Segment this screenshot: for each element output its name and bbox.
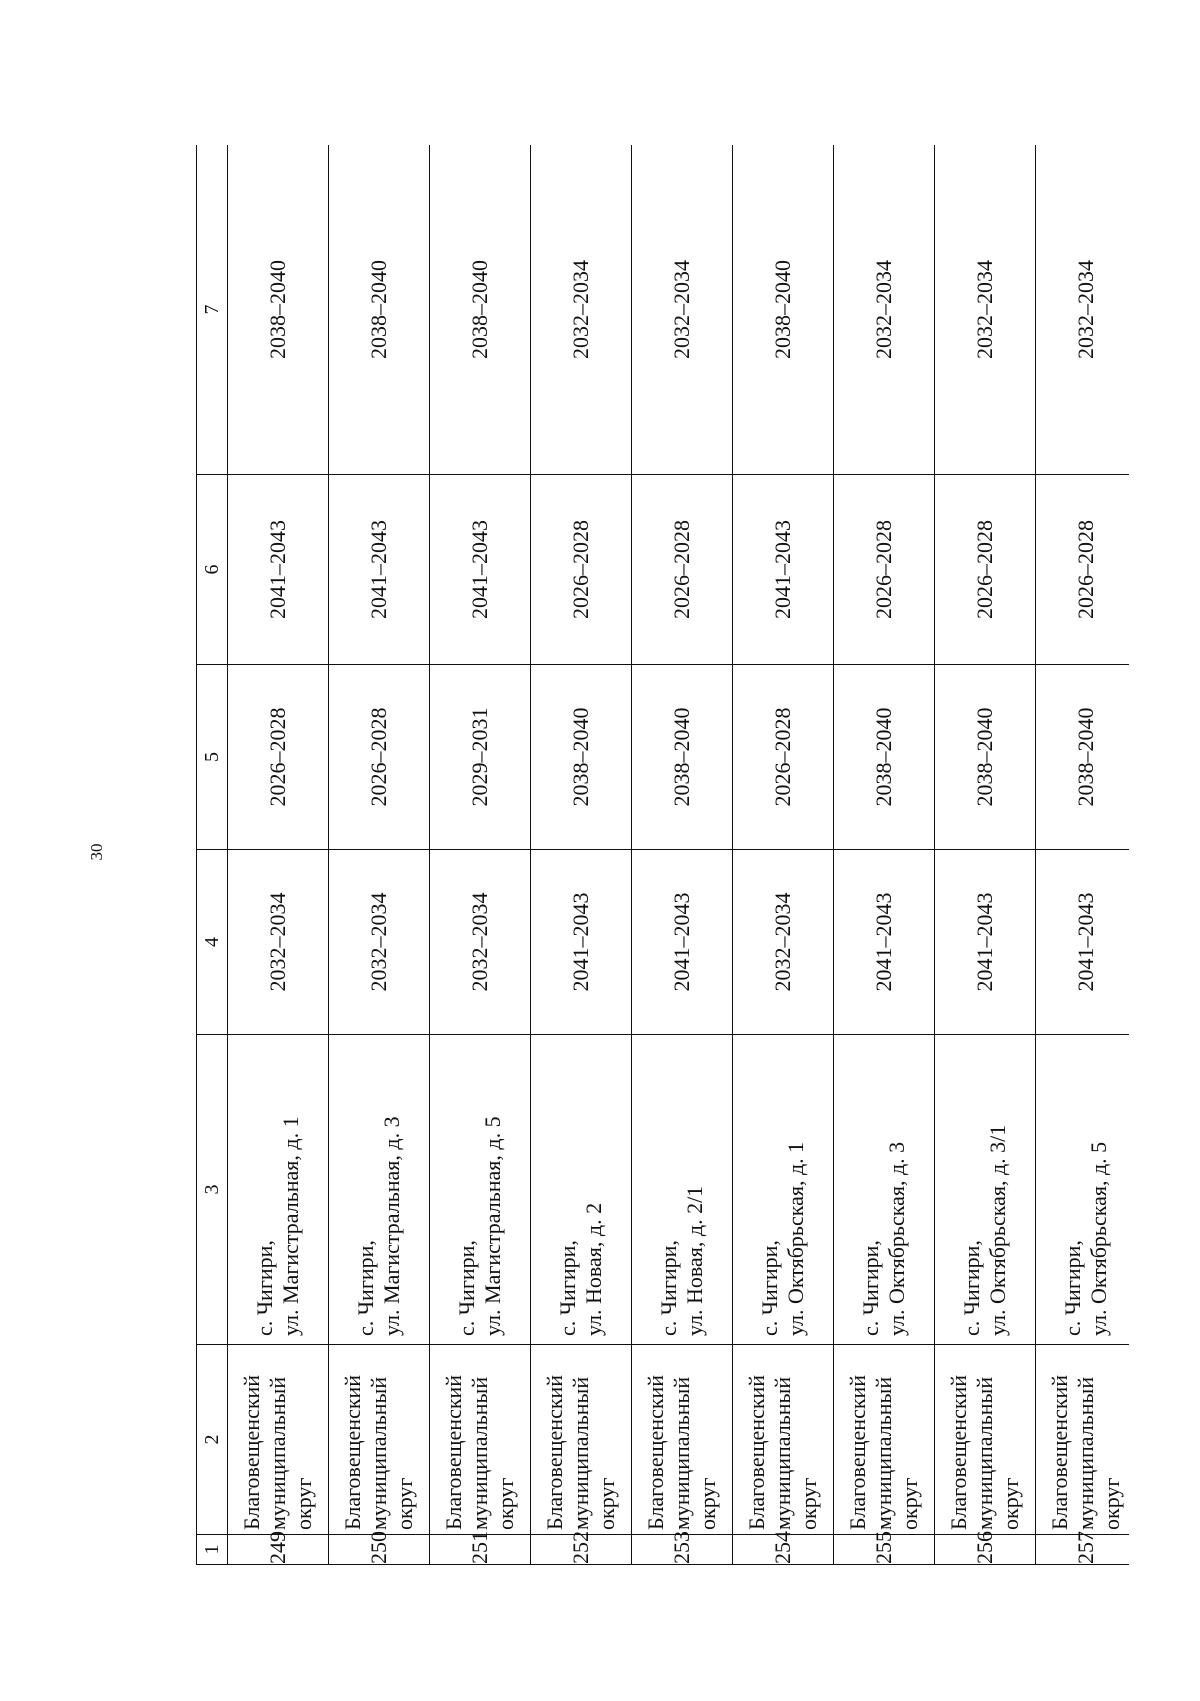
district-line: Благовещенский <box>1047 1374 1072 1530</box>
period-col-6: 2026–2028 <box>531 475 632 665</box>
period-col-7: 2038–2040 <box>329 145 430 475</box>
address-line: ул. Магистральная, д. 1 <box>278 1116 303 1336</box>
period-col-5: 2026–2028 <box>329 665 430 850</box>
district-line: Благовещенский <box>542 1374 567 1530</box>
address-line: с. Чигири, <box>454 1240 479 1336</box>
row-number: 253 <box>632 1535 733 1565</box>
address-line: ул. Новая, д. 2/1 <box>682 1185 707 1336</box>
district-line: муниципальный <box>871 1376 896 1530</box>
district-line: муниципальный <box>467 1376 492 1530</box>
district-cell <box>632 1345 733 1535</box>
district-cell <box>329 1345 430 1535</box>
address-line: ул. Октябрьская, д. 5 <box>1086 1141 1111 1336</box>
district-line: округ <box>291 1477 316 1530</box>
period-col-7: 2032–2034 <box>632 145 733 475</box>
table-row <box>329 145 430 1565</box>
district-line: муниципальный <box>1073 1376 1098 1530</box>
row-number: 252 <box>531 1535 632 1565</box>
district-line: округ <box>796 1477 821 1530</box>
table-row <box>733 145 834 1565</box>
district-line: округ <box>594 1477 619 1530</box>
rotated-table-frame <box>196 145 1129 1565</box>
period-col-7: 2032–2034 <box>531 145 632 475</box>
period-col-5: 2038–2040 <box>531 665 632 850</box>
schedule-table <box>196 145 1129 1565</box>
address-cell <box>935 1035 1036 1345</box>
district-line: муниципальный <box>366 1376 391 1530</box>
rotated-table-content <box>196 145 1129 1565</box>
address-cell <box>329 1035 430 1345</box>
district-cell <box>228 1345 329 1535</box>
district-line: округ <box>695 1477 720 1530</box>
period-col-5: 2038–2040 <box>834 665 935 850</box>
address-line: с. Чигири, <box>858 1240 883 1336</box>
page-number: 30 <box>87 843 106 861</box>
header-cell-4: 4 <box>197 850 228 1035</box>
address-line: с. Чигири, <box>555 1240 580 1336</box>
period-col-5: 2038–2040 <box>632 665 733 850</box>
period-col-7: 2032–2034 <box>935 145 1036 475</box>
address-cell <box>430 1035 531 1345</box>
district-line: Благовещенский <box>744 1374 769 1530</box>
district-cell <box>531 1345 632 1535</box>
address-cell <box>733 1035 834 1345</box>
period-col-7: 2038–2040 <box>228 145 329 475</box>
period-col-5: 2026–2028 <box>228 665 329 850</box>
district-line: муниципальный <box>568 1376 593 1530</box>
address-line: с. Чигири, <box>757 1240 782 1336</box>
address-line: ул. Магистральная, д. 5 <box>480 1116 505 1336</box>
district-line: округ <box>392 1477 417 1530</box>
table-row <box>935 145 1036 1565</box>
district-line: Благовещенский <box>845 1374 870 1530</box>
period-col-4: 2041–2043 <box>1036 850 1130 1035</box>
period-col-4: 2041–2043 <box>834 850 935 1035</box>
table-row <box>834 145 935 1565</box>
header-cell-6: 6 <box>197 475 228 665</box>
table-row <box>1036 145 1130 1565</box>
row-number: 255 <box>834 1535 935 1565</box>
district-line: муниципальный <box>265 1376 290 1530</box>
table-row <box>531 145 632 1565</box>
period-col-6: 2026–2028 <box>632 475 733 665</box>
address-cell <box>1036 1035 1130 1345</box>
row-number: 250 <box>329 1535 430 1565</box>
district-line: округ <box>998 1477 1023 1530</box>
header-cell-1: 1 <box>197 1535 228 1565</box>
address-cell <box>228 1035 329 1345</box>
district-line: муниципальный <box>972 1376 997 1530</box>
period-col-7: 2038–2040 <box>733 145 834 475</box>
header-row <box>197 145 228 1565</box>
period-col-5: 2038–2040 <box>935 665 1036 850</box>
row-number: 254 <box>733 1535 834 1565</box>
row-number: 249 <box>228 1535 329 1565</box>
header-cell-3: 3 <box>197 1035 228 1345</box>
period-col-4: 2041–2043 <box>632 850 733 1035</box>
district-line: муниципальный <box>669 1376 694 1530</box>
period-col-6: 2026–2028 <box>834 475 935 665</box>
address-line: с. Чигири, <box>959 1240 984 1336</box>
row-number: 251 <box>430 1535 531 1565</box>
row-number: 257 <box>1036 1535 1130 1565</box>
row-number: 256 <box>935 1535 1036 1565</box>
header-cell-7: 7 <box>197 145 228 475</box>
period-col-4: 2032–2034 <box>733 850 834 1035</box>
period-col-4: 2032–2034 <box>228 850 329 1035</box>
address-cell <box>632 1035 733 1345</box>
period-col-6: 2041–2043 <box>430 475 531 665</box>
period-col-5: 2029–2031 <box>430 665 531 850</box>
period-col-4: 2032–2034 <box>329 850 430 1035</box>
address-line: с. Чигири, <box>1060 1240 1085 1336</box>
address-line: ул. Новая, д. 2 <box>581 1202 606 1336</box>
address-cell <box>834 1035 935 1345</box>
address-line: ул. Октябрьская, д. 3 <box>884 1141 909 1336</box>
table-row <box>430 145 531 1565</box>
period-col-4: 2041–2043 <box>531 850 632 1035</box>
period-col-6: 2026–2028 <box>935 475 1036 665</box>
header-cell-2: 2 <box>197 1345 228 1535</box>
period-col-6: 2041–2043 <box>228 475 329 665</box>
header-cell-5: 5 <box>197 665 228 850</box>
period-col-6: 2041–2043 <box>329 475 430 665</box>
district-cell <box>733 1345 834 1535</box>
address-cell <box>531 1035 632 1345</box>
address-line: с. Чигири, <box>353 1240 378 1336</box>
table-row <box>632 145 733 1565</box>
period-col-5: 2038–2040 <box>1036 665 1130 850</box>
address-line: с. Чигири, <box>656 1240 681 1336</box>
address-line: ул. Октябрьская, д. 1 <box>783 1141 808 1336</box>
period-col-5: 2026–2028 <box>733 665 834 850</box>
table-row <box>228 145 329 1565</box>
district-cell <box>430 1345 531 1535</box>
district-line: округ <box>897 1477 922 1530</box>
district-cell <box>935 1345 1036 1535</box>
period-col-7: 2038–2040 <box>430 145 531 475</box>
period-col-4: 2032–2034 <box>430 850 531 1035</box>
period-col-6: 2041–2043 <box>733 475 834 665</box>
period-col-4: 2041–2043 <box>935 850 1036 1035</box>
period-col-7: 2032–2034 <box>1036 145 1130 475</box>
district-line: округ <box>493 1477 518 1530</box>
address-line: с. Чигири, <box>252 1240 277 1336</box>
period-col-7: 2032–2034 <box>834 145 935 475</box>
district-line: Благовещенский <box>643 1374 668 1530</box>
district-line: Благовещенский <box>441 1374 466 1530</box>
period-col-6: 2026–2028 <box>1036 475 1130 665</box>
district-line: Благовещенский <box>946 1374 971 1530</box>
district-line: Благовещенский <box>340 1374 365 1530</box>
address-line: ул. Магистральная, д. 3 <box>379 1116 404 1336</box>
district-line: округ <box>1099 1477 1124 1530</box>
district-cell <box>834 1345 935 1535</box>
district-line: муниципальный <box>770 1376 795 1530</box>
address-line: ул. Октябрьская, д. 3/1 <box>985 1124 1010 1336</box>
district-line: Благовещенский <box>239 1374 264 1530</box>
district-cell <box>1036 1345 1130 1535</box>
